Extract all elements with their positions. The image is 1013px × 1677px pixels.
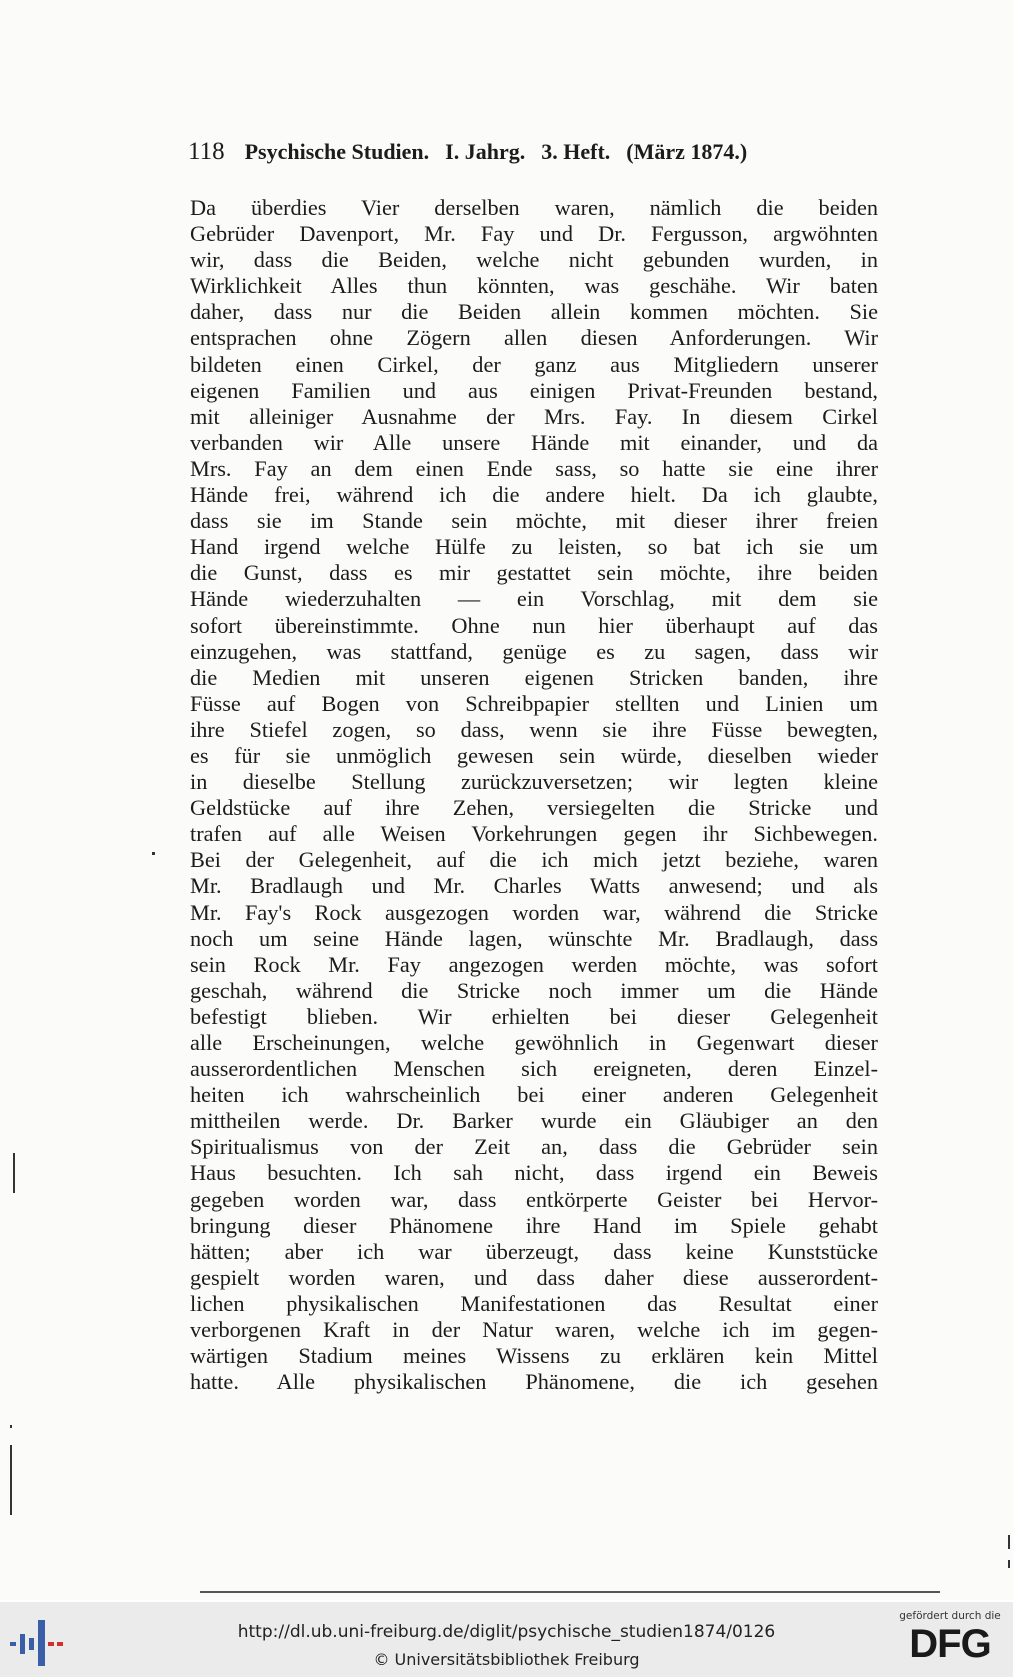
text-line: Gebrüder Davenport, Mr. Fay und Dr. Fergusson, argwöhnten — [190, 221, 878, 247]
text-line: befestigt blieben. Wir erhielten bei dieser Gelegenheit — [190, 1003, 878, 1029]
text-line: Hände wiederzuhalten — ein Vorschlag, mit dem sie — [190, 586, 878, 612]
page-number: 118 — [188, 138, 225, 165]
scan-mark — [13, 1153, 15, 1193]
text-line: die Medien mit unseren eigenen Stricken banden, ihre — [190, 664, 878, 690]
copyright-notice: © Universitätsbibliothek Freiburg — [373, 1650, 640, 1669]
text-line: die Gunst, dass es mir gestattet sein möchte, ihre beiden — [190, 560, 878, 586]
journal-title: Psychische Studien. — [244, 139, 430, 164]
text-line: dass sie im Stande sein möchte, mit dieser ihrer freien — [190, 508, 878, 534]
scan-mark — [10, 1445, 12, 1515]
text-line: geschah, während die Stricke noch immer um die Hände — [190, 977, 878, 1003]
text-line: hätten; aber ich war überzeugt, dass keine Kunststücke — [190, 1238, 878, 1264]
text-line: Hände frei, während ich die andere hielt. Da ich glaubte, — [190, 482, 878, 508]
text-line: gespielt worden waren, und dass daher diese ausserordent- — [190, 1264, 878, 1290]
text-line: gegeben worden war, dass entkörperte Geister bei Hervor- — [190, 1186, 878, 1212]
text-line: entsprachen ohne Zögern allen diesen Anforderungen. Wir — [190, 325, 878, 351]
text-line: wärtigen Stadium meines Wissens zu erklären kein Mittel — [190, 1343, 878, 1369]
text-line: wir, dass die Beiden, welche nicht gebunden wurden, in — [190, 247, 878, 273]
text-line: verbanden wir Alle unsere Hände mit einander, und da — [190, 429, 878, 455]
scan-mark — [10, 1425, 12, 1428]
text-line: Füsse auf Bogen von Schreibpapier stellten und Linien um — [190, 690, 878, 716]
text-line: ihre Stiefel zogen, so dass, wenn sie ihre Füsse bewegten, — [190, 716, 878, 742]
dfg-logo-icon — [895, 1610, 1005, 1672]
issue-label: 3. Heft. — [541, 139, 611, 164]
text-line: Haus besuchten. Ich sah nicht, dass irgend ein Beweis — [190, 1160, 878, 1186]
text-line: Geldstücke auf ihre Zehen, versiegelten die Stricke und — [190, 795, 878, 821]
text-line: hatte. Alle physikalischen Phänomene, die ich gesehen — [190, 1369, 878, 1395]
text-line: sofort übereinstimmte. Ohne nun hier überhaupt auf das — [190, 612, 878, 638]
text-line: bringung dieser Phänomene ihre Hand im Spiele gehabt — [190, 1212, 878, 1238]
text-line: daher, dass nur die Beiden allein kommen möchten. Sie — [190, 299, 878, 325]
text-line: lichen physikalischen Manifestationen das Resultat einer — [190, 1290, 878, 1316]
text-line: Da überdies Vier derselben waren, nämlich die beiden — [190, 195, 878, 220]
text-line: Wirklichkeit Alles thun könnten, was geschähe. Wir baten — [190, 273, 878, 299]
text-line: ausserordentlichen Menschen sich ereigneten, deren Einzel- — [190, 1056, 878, 1082]
text-line: alle Erscheinungen, welche gewöhnlich in Gegenwart dieser — [190, 1030, 878, 1055]
text-line: mit alleiniger Ausnahme der Mrs. Fay. In diesem Cirkel — [190, 403, 878, 429]
volume-label: I. Jahrg. — [445, 139, 526, 164]
body-text — [190, 195, 878, 1395]
running-header — [188, 138, 878, 166]
text-line: verborgenen Kraft in der Natur waren, welche ich im gegen- — [190, 1317, 878, 1343]
text-line: Spiritualismus von der Zeit an, dass die Gebrüder sein — [190, 1134, 878, 1160]
text-line: eigenen Familien und aus einigen Privat-Freunden bestand, — [190, 377, 878, 403]
text-line: einzugehen, was stattfand, genüge es zu sagen, dass wir — [190, 638, 878, 664]
text-line: noch um seine Hände lagen, wünschte Mr. Bradlaugh, dass — [190, 925, 878, 951]
text-line: sein Rock Mr. Fay angezogen werden möchte, was sofort — [190, 951, 878, 977]
text-line: bildeten einen Cirkel, der ganz aus Mitgliedern unserer — [190, 351, 878, 377]
scan-mark — [1008, 1560, 1010, 1568]
text-line: Bei der Gelegenheit, auf die ich mich jetzt beziehe, waren — [190, 847, 878, 873]
library-footer — [0, 1602, 1013, 1677]
text-line: Mrs. Fay an dem einen Ende sass, so hatte sie eine ihrer — [190, 455, 878, 481]
text-line: heiten ich wahrscheinlich bei einer anderen Gelegenheit — [190, 1082, 878, 1108]
text-line: mittheilen werde. Dr. Barker wurde ein Gläubiger an den — [190, 1108, 878, 1134]
text-line: trafen auf alle Weisen Vorkehrungen gegen ihr Sichbewegen. — [190, 821, 878, 847]
bottom-rule — [200, 1591, 940, 1593]
scan-mark — [1008, 1535, 1010, 1549]
text-line: es für sie unmöglich gewesen sein würde, dieselben wieder — [190, 742, 878, 768]
dfg-logo-text: DFG — [909, 1622, 991, 1666]
text-line: Mr. Fay's Rock ausgezogen worden war, während die Stricke — [190, 899, 878, 925]
scan-mark — [152, 852, 155, 855]
issue-date: (März 1874.) — [626, 139, 748, 164]
source-url[interactable]: http://dl.ub.uni-freiburg.de/diglit/psychische_studien1874/0126 — [237, 1622, 776, 1642]
text-line: Hand irgend welche Hülfe zu leisten, so bat ich sie um — [190, 534, 878, 560]
text-line: in dieselbe Stellung zurückzuversetzen; wir legten kleine — [190, 769, 878, 795]
text-line: Mr. Bradlaugh und Mr. Charles Watts anwesend; und als — [190, 873, 878, 899]
funding-note: gefördert durch die — [899, 1610, 1001, 1622]
